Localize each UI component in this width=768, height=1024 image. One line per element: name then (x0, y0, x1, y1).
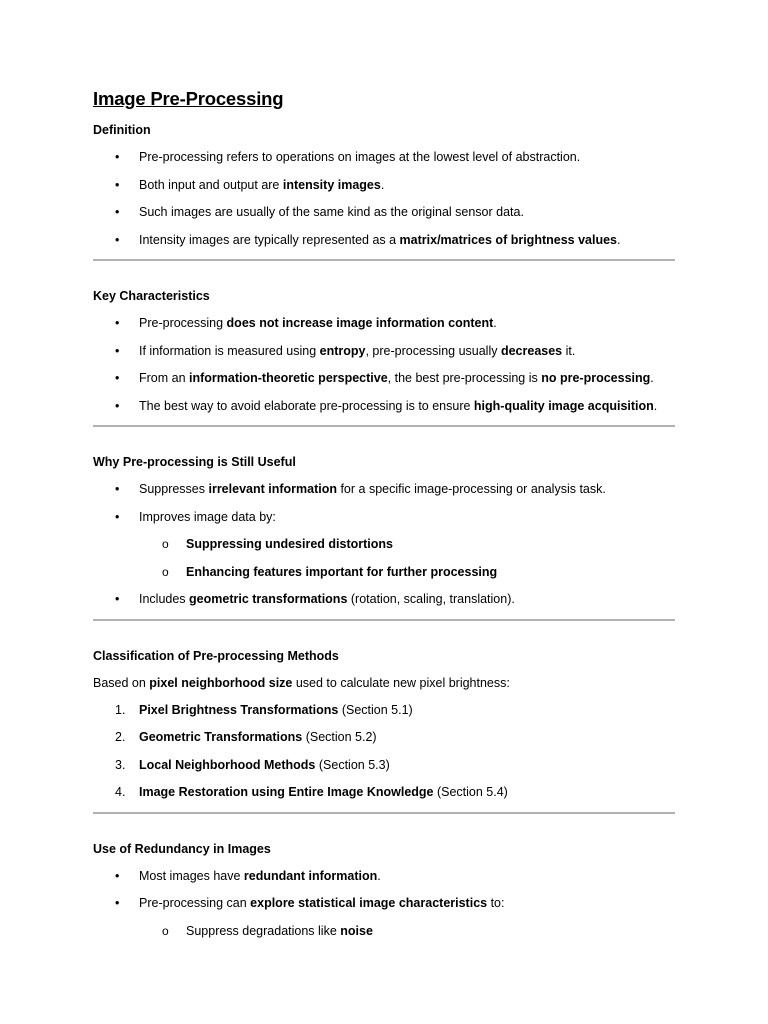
list-item: • Pre-processing can explore statistical image characteristics to: (115, 896, 505, 910)
section-heading-classification: Classification of Pre-processing Methods (93, 648, 339, 663)
section-divider (93, 259, 675, 261)
sub-bullet-marker: o (162, 564, 169, 579)
bullet-marker: • (115, 482, 120, 496)
section-divider (93, 425, 675, 427)
useful-list (93, 481, 675, 607)
section-heading-key-characteristics: Key Characteristics (93, 289, 210, 303)
bullet-marker: • (115, 316, 120, 330)
numbered-item: 2. Geometric Transformations (Section 5.2) (115, 730, 377, 744)
number-marker: 3. (115, 757, 126, 772)
list-item: • Suppresses irrelevant information for a specific image-processing or analysis task. (115, 482, 606, 496)
numbered-item: 4. Image Restoration using Entire Image Knowledge (Section 5.4) (115, 785, 508, 799)
section-divider (93, 619, 675, 621)
number-marker: 1. (115, 702, 126, 717)
bullet-marker: • (115, 371, 120, 385)
list-item: • Includes geometric transformations (rotation, scaling, translation). (115, 592, 515, 606)
bullet-marker: • (115, 896, 120, 910)
list-item: • Intensity images are typically represented as a matrix/matrices of brightness values. (115, 232, 621, 247)
sub-list-item: o Enhancing features important for further processing (162, 564, 498, 579)
list-item: • Such images are usually of the same kind as the original sensor data. (115, 205, 524, 219)
sub-bullet-marker: o (162, 923, 169, 938)
bullet-marker: • (115, 868, 120, 883)
classification-list (93, 702, 675, 801)
bullet-marker: • (115, 343, 120, 358)
bullet-marker: • (115, 205, 120, 219)
bullet-marker: • (115, 232, 120, 247)
section-heading-redundancy: Use of Redundancy in Images (93, 841, 271, 856)
bullet-marker: • (115, 398, 120, 413)
definition-list (93, 149, 675, 248)
number-marker: 2. (115, 730, 126, 744)
sub-list-item: o Suppress degradations like noise (162, 923, 373, 938)
sub-bullet-marker: o (162, 537, 169, 551)
redundancy-list (93, 868, 675, 939)
bullet-marker: • (115, 592, 120, 606)
bullet-marker: • (115, 509, 120, 524)
classification-intro: Based on pixel neighborhood size used to calculate new pixel brightness: (93, 675, 510, 690)
characteristics-list (93, 315, 675, 414)
numbered-item: 3. Local Neighborhood Methods (Section 5.3) (115, 757, 390, 772)
sub-list-item: o Suppressing undesired distortions (162, 537, 393, 551)
bullet-marker: • (115, 150, 120, 164)
list-item: • Most images have redundant information. (115, 868, 381, 883)
page-title: Image Pre-Processing (93, 88, 284, 109)
bullet-marker: • (115, 177, 120, 192)
list-item: • Pre-processing does not increase image information content. (115, 316, 497, 330)
list-item: • Both input and output are intensity images. (115, 177, 385, 192)
list-item: • If information is measured using entropy, pre-processing usually decreases it. (115, 343, 576, 358)
list-item: • Pre-processing refers to operations on images at the lowest level of abstraction. (115, 150, 581, 164)
section-heading-why-useful: Why Pre-processing is Still Useful (93, 455, 296, 469)
list-item: • From an information-theoretic perspective, the best pre-processing is no pre-processing. (115, 371, 654, 385)
number-marker: 4. (115, 785, 126, 799)
list-item: • The best way to avoid elaborate pre-processing is to ensure high-quality image acquisition. (115, 398, 658, 413)
section-divider (93, 812, 675, 814)
list-item: • Improves image data by: (115, 509, 276, 524)
numbered-item: 1. Pixel Brightness Transformations (Section 5.1) (115, 702, 413, 717)
section-heading-definition: Definition (93, 123, 151, 137)
document-page (93, 86, 675, 950)
